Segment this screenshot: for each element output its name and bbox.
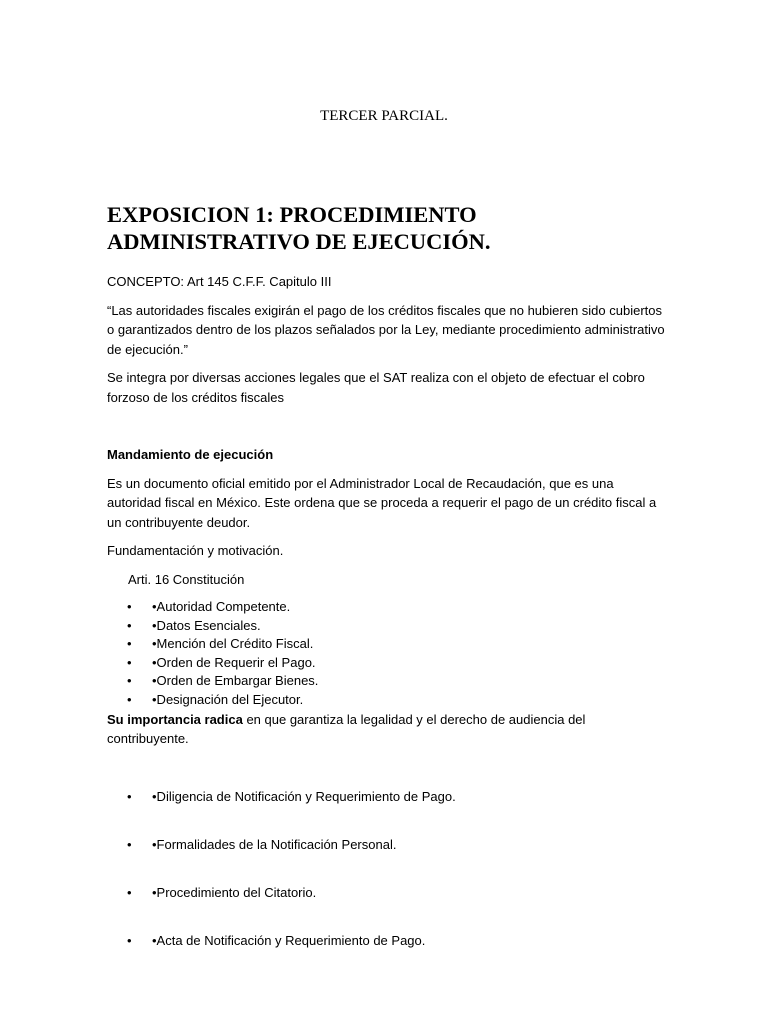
list-item-text: •Datos Esenciales. [152,617,261,633]
list-item-text: •Mención del Crédito Fiscal. [152,636,314,652]
bullet-icon: • [127,617,132,633]
list-item [107,635,667,654]
bullet-icon: • [127,788,132,804]
list-item [107,598,667,617]
integra-paragraph: Se integra por diversas acciones legales que el SAT realiza con el objeto de efectuar el cobro forzoso de los créditos fiscales [107,370,645,405]
list-item-text: •Formalidades de la Notificación Personal. [152,836,397,852]
bullet-icon: • [127,599,132,614]
fundamentacion-paragraph: Fundamentación y motivación. [107,543,284,558]
document-title [107,201,667,255]
concept-paragraph: CONCEPTO: Art 145 C.F.F. Capitulo III [107,274,332,289]
bullet-icon: • [127,932,132,948]
document-header: TERCER PARCIAL. [320,108,448,124]
list-item-text: •Orden de Requerir el Pago. [152,654,316,670]
bullet-icon: • [127,673,132,689]
quote-paragraph: “Las autoridades fiscales exigirán el pago de los créditos fiscales que no hubieren sido cubiertos o garantizados dentro de los plazos señalados por la Ley, mediante procedimiento administrativo de ejecución.” [107,302,665,357]
list-item [107,931,667,951]
bullet-icon: • [127,636,132,652]
list-item [107,835,667,855]
list-item [107,672,667,691]
list-item-text: •Orden de Embargar Bienes. [152,673,319,689]
article-reference: Arti. 16 Constitución [128,571,245,587]
mandamiento-paragraph: Es un documento oficial emitido por el Administrador Local de Recaudación, que es una autoridad fiscal en México. Este ordena que se proceda a requerir el pago de un crédito fiscal a un contribuyente deudor. [107,475,657,530]
list-item-text: •Designación del Ejecutor. [152,691,304,707]
procedures-list [107,787,667,951]
title-line-1: EXPOSICION 1: PROCEDIMIENTO [107,202,477,227]
bullet-icon: • [127,654,132,670]
requirements-list [107,598,667,710]
bullet-icon: • [127,836,132,852]
list-item-text: •Diligencia de Notificación y Requerimiento de Pago. [152,788,456,804]
list-item [107,691,667,710]
title-line-2: ADMINISTRATIVO DE EJECUCIÓN. [107,229,491,254]
mandamiento-heading: Mandamiento de ejecución [107,447,274,462]
importance-paragraph [107,710,667,749]
document-body [107,201,667,979]
list-item [107,883,667,903]
bullet-icon: • [127,691,132,707]
bullet-icon: • [127,884,132,900]
importance-text: en que garantiza la legalidad y el derecho de audiencia del contribuyente. [107,711,586,747]
list-item-text: •Acta de Notificación y Requerimiento de Pago. [152,932,426,948]
list-item-text: •Procedimiento del Citatorio. [152,884,317,900]
list-item [107,654,667,673]
list-item-text: •Autoridad Competente. [152,599,291,614]
list-item [107,787,667,807]
importance-bold: Su importancia radica [107,711,243,727]
list-item [107,617,667,636]
